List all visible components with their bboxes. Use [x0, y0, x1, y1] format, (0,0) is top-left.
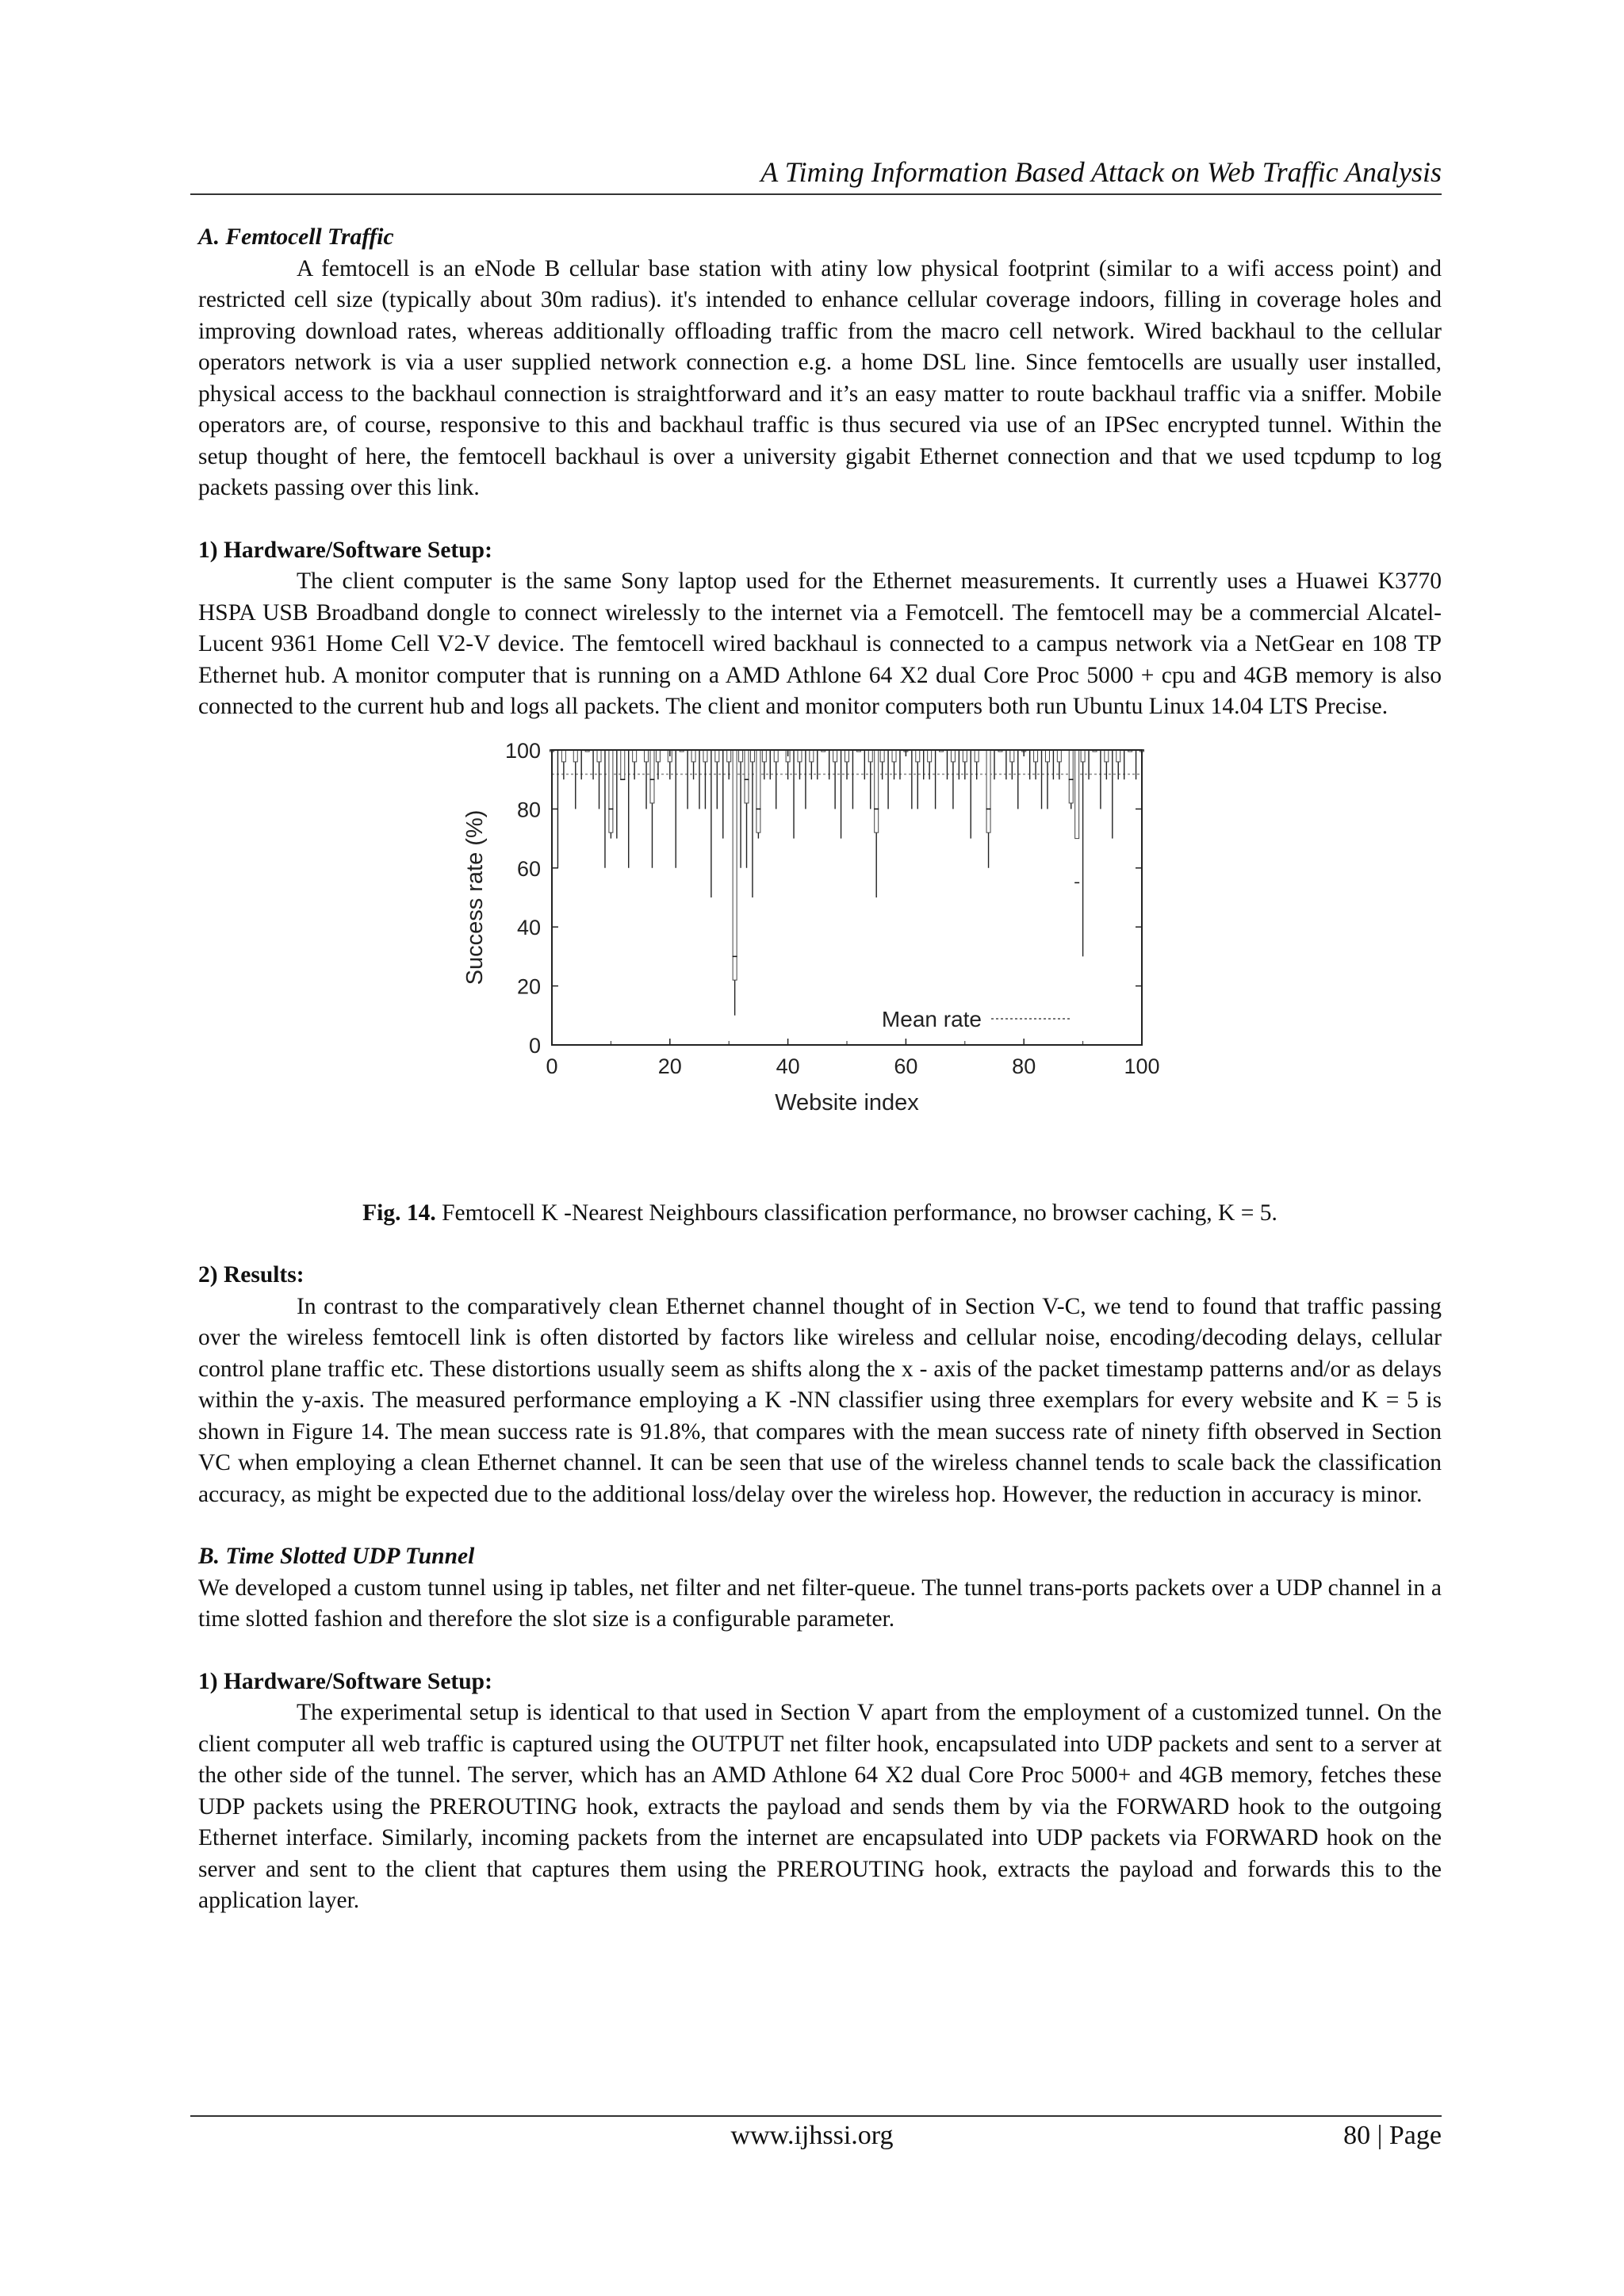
box-55: [875, 750, 879, 832]
box-56: [880, 750, 884, 762]
box-32: [739, 750, 743, 762]
box-2: [561, 750, 565, 762]
box-18: [656, 750, 660, 762]
y-tick-label: 80: [516, 797, 541, 821]
header-rule: [190, 193, 1442, 195]
box-16: [645, 750, 649, 762]
box-96: [1116, 750, 1120, 762]
x-tick-label: 80: [1012, 1054, 1036, 1078]
footer-rule: [190, 2115, 1442, 2117]
figure-14: [198, 734, 1442, 1190]
box-89: [1075, 750, 1079, 839]
box-62: [916, 750, 920, 762]
section-b-hw-heading: 1) Hardware/Software Setup:: [198, 1668, 492, 1694]
box-38: [774, 750, 778, 762]
box-10: [609, 750, 613, 832]
y-tick-label: 40: [516, 915, 541, 939]
box-42: [798, 750, 802, 762]
box-54: [868, 750, 872, 762]
box-78: [1010, 750, 1014, 762]
box-12: [621, 750, 625, 779]
box-84: [1045, 750, 1049, 762]
box-8: [597, 750, 601, 762]
section-a-results-heading: 2) Results:: [198, 1262, 304, 1288]
box-68: [951, 750, 955, 762]
x-tick-label: 0: [546, 1054, 558, 1078]
running-header: A Timing Information Based Attack on Web Traffic Analysis: [760, 156, 1442, 188]
y-axis-label: Success rate (%): [462, 809, 488, 985]
x-axis-label: Website index: [775, 1089, 919, 1115]
section-a-paragraph: A femtocell is an eNode B cellular base station with atiny low physical footprint (similar to a wifi access point) and restricted cell size (typically about 30m radius). it's intended to enhance cellular coverage indoors, filling in coverage holes and improving download rates, whereas additionally offloading traffic from the macro cell network. Wired backhaul to the cellular operators network is via a user supplied network connection e.g. a home DSL line. Since femtocells are usually user installed, physical access to the backhaul connection is straightforward and it’s an easy matter to route backhaul traffic via a sniffer. Mobile operators are, of course, responsive to this and backhaul traffic is thus secured via use of an IPSec encrypted tunnel. Within the setup thought of here, the femtocell backhaul is over a university gigabit Ethernet connection and that we used tcpdump to log packets passing over this link.: [198, 255, 1442, 500]
x-tick-label: 40: [776, 1054, 800, 1078]
box-33: [745, 750, 749, 803]
box-31: [733, 750, 737, 980]
box-94: [1105, 750, 1109, 762]
x-tick-label: 60: [894, 1054, 918, 1078]
figure-caption: [198, 1198, 1442, 1230]
footer-url: www.ijhssi.org: [730, 2121, 894, 2150]
section-a-hw-heading: 1) Hardware/Software Setup:: [198, 537, 492, 563]
plot-frame: [552, 750, 1142, 1045]
box-26: [703, 750, 707, 762]
box-58: [892, 750, 896, 762]
y-tick-label: 60: [516, 856, 541, 881]
figure-caption-text: Femtocell K -Nearest Neighbours classification performance, no browser caching, K = 5.: [442, 1200, 1277, 1226]
section-b-heading: B. Time Slotted UDP Tunnel: [198, 1544, 475, 1569]
box-70: [963, 750, 967, 762]
x-tick-label: 100: [1124, 1054, 1160, 1078]
box-74: [986, 750, 990, 832]
x-tick-label: 20: [657, 1054, 682, 1078]
box-86: [1057, 750, 1061, 762]
box-17: [650, 750, 654, 803]
section-b-hw-paragraph: The experimental setup is identical to that used in Section V apart from the employment of a customized tunnel. On the client computer all web traffic is captured using the OUTPUT net filter hook, encapsulated into UDP packets and sent to a server at the other side of the tunnel. The server, which has an AMD Athlone 64 X2 dual Core Proc 5000+ and 4GB memory, fetches these UDP packets using the PREROUTING hook, extracts the payload and sends them by via the FORWARD hook to the outgoing Ethernet interface. Similarly, incoming packets from the internet are encapsulated into UDP packets via FORWARD hook on the server and sent to the client that captures them using the PREROUTING hook, extracts the payload and forwards this to the application layer.: [198, 1700, 1442, 1913]
box-30: [727, 750, 731, 762]
footer-page-number: 80 | Page: [1343, 2121, 1442, 2150]
section-b-paragraph: We developed a custom tunnel using ip tables, net filter and net filter-queue. The tunnel trans-ports packets over a UDP channel in a time slotted fashion and therefore the slot size is a configurable parameter.: [198, 1575, 1442, 1632]
box-64: [928, 750, 932, 762]
box-35: [756, 750, 760, 832]
box-24: [691, 750, 695, 762]
section-a-hw-paragraph: The client computer is the same Sony laptop used for the Ethernet measurements. It currently uses a Huawei K3770 HSPA USB Broadband dongle to connect wirelessly to the internet via a Femotcell. The femtocell may be a commercial Alcatel-Lucent 9361 Home Cell V2-V device. The femtocell wired backhaul is connected to a campus network via a NetGear en 108 TP Ethernet hub. A monitor computer that is running on a AMD Athlone 64 X2 dual Core Proc 5000 + cpu and 4GB memory is also connected to the current hub and logs all packets. The client and monitor computers both run Ubuntu Linux 14.04 LTS Precise.: [198, 568, 1442, 719]
legend-label: Mean rate: [881, 1006, 982, 1031]
page-body: [198, 222, 1442, 1917]
box-90: [1081, 750, 1085, 762]
box-28: [715, 750, 719, 762]
section-a-heading: A. Femtocell Traffic: [198, 224, 394, 250]
box-44: [810, 750, 814, 762]
box-14: [633, 750, 637, 762]
box-48: [833, 750, 837, 762]
box-82: [1034, 750, 1038, 762]
box-88: [1069, 750, 1073, 803]
box-72: [975, 750, 979, 762]
figure-caption-label: Fig. 14.: [362, 1200, 436, 1226]
y-tick-label: 0: [528, 1033, 541, 1058]
box-36: [762, 750, 766, 762]
success-rate-chart: [460, 734, 1174, 1131]
box-34: [750, 750, 754, 762]
box-4: [573, 750, 577, 762]
y-tick-label: 20: [516, 974, 541, 999]
box-50: [845, 750, 849, 762]
y-tick-label: 100: [504, 738, 541, 763]
section-a-results-paragraph: In contrast to the comparatively clean Ethernet channel thought of in Section V-C, we tend to found that traffic passing over the wireless femtocell link is often distorted by factors like wireless and cellular noise, encoding/decoding delays, cellular control plane traffic etc. These distortions usually seem as shifts along the x - axis of the packet timestamp patterns and/or as delays within the y-axis. The measured performance employing a K -NN classifier using three exemplars for every website and K = 5 is shown in Figure 14. The mean success rate is 91.8%, that compares with the mean success rate of ninety fifth observed in Section VC when employing a clean Ethernet channel. It can be seen that use of the wireless channel tends to scale back the classification accuracy, as might be expected due to the additional loss/delay over the wireless hop. However, the reduction in accuracy is minor.: [198, 1293, 1442, 1507]
